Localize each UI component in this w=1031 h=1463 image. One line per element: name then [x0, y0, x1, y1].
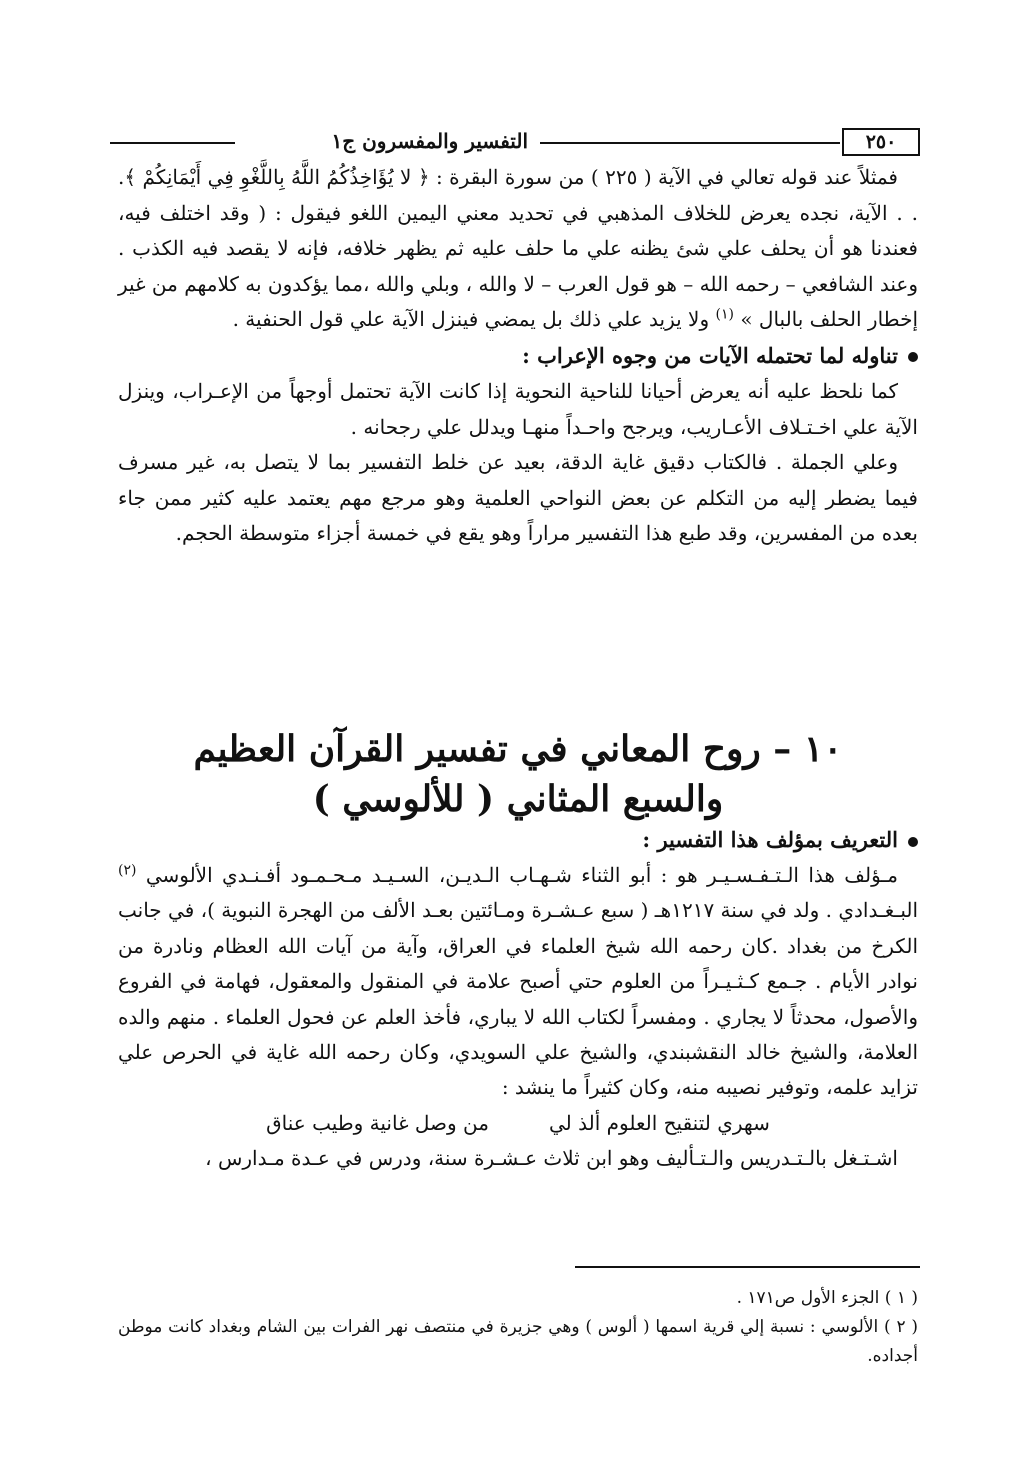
subheading-iraab	[118, 338, 918, 374]
paragraph-author-b: البـغـدادي . ولد في سنة ١٢١٧هـ ( سبع عـشـرة ومـائتين بعـد الألف من الهجرة النبوية )، في جانب الكرخ من بغداد .كان رحمه الله شيخ العلماء في العراق، وآية من آيات الله العظام ونادرة من نوادر الأيام . جـمع كـثـيـراً من العلوم حتي أصبح علامة في المنقول والمعقول، فهامة في الفروع والأصول، محدثاً لا يجاري . ومفسراً لكتاب الله لا يباري، فأخذ العلم عن فحول العلماء . منهم والده العلامة، والشيخ خالد النقشبندي، والشيخ علي السويدي، وكان رحمه الله غاية في الحرص علي تزايد علمه، وتوفير نصيبه منه، وكان كثيراً ما ينشد :	[118, 898, 919, 1100]
footnote-ref-2: (٢)	[118, 862, 137, 879]
footnote-divider	[575, 1266, 920, 1268]
paragraph-author-a: مـؤلف هذا الـتـفـسـيـر هو : أبو الثناء شـهـاب الـديـن، السـيـد مـحـمـود أفـنـدي الألوسي	[145, 863, 898, 887]
paragraph-2: كما نلحظ عليه أنه يعرض أحيانا للناحية النحوية إذا كانت الآية تحتمل أوجهاً من الإعـراب، وينزل الآية علي اخـتـلاف الأعـاريب، ويرجح واحـداً منهـا ويدلل علي رجحانه .	[118, 378, 918, 439]
footnote-2: ( ٢ ) الألوسي : نسبة إلي قرية اسمها ( ألوس ) وهي جزيرة في منتصف نهر الفرات بين الشام وبغداد كانت موطن أجداده.	[118, 1317, 918, 1366]
footnotes	[118, 1284, 918, 1371]
footnote-1: ( ١ ) الجزء الأول ص١٧١ .	[736, 1288, 918, 1308]
subheading-iraab-text: تناوله لما تحتمله الآيات من وجوه الإعراب :	[522, 342, 898, 368]
paragraph-author	[118, 858, 918, 1106]
footnote-ref-1: (١)	[715, 306, 734, 323]
subheading-author-text: التعريف بمؤلف هذا التفسير :	[642, 827, 898, 852]
paragraph-1-text: فمثلاً عند قوله تعالي في الآية ( ٢٢٥ ) من سورة البقرة : ﴿ لا يُؤَاخِذُكُمُ اللَّهُ بِاللَّغْوِ فِي أَيْمَانِكُمْ ﴾. . . الآية، نجده يعرض للخلاف المذهبي في تحديد معني اليمين اللغو فيقول : ( وقد اختلف فيه، فعندنا هو أن يحلف علي شئ يظنه علي ما حلف عليه ثم يظهر خلافه، فإنه لا يقصد فيه الكذب . وعند الشافعي – رحمه الله – هو قول العرب – لا والله ، وبلي والله ،مما يؤكدون به كلامهم من غير إخطار الحلف بالبال »	[118, 165, 918, 332]
bullet-icon	[908, 837, 918, 847]
bullet-icon	[908, 352, 918, 362]
chapter-title	[118, 724, 918, 824]
section-2	[118, 822, 918, 1177]
chapter-title-line-1: ١٠ – روح المعاني في تفسير القرآن العظيم	[193, 728, 843, 770]
section-1	[118, 160, 918, 552]
subheading-author	[118, 822, 918, 858]
running-head: التفسير والمفسرون ج١	[325, 126, 534, 156]
verse-first-hemistich: سهري لتنقيح العلوم ألذ لي	[549, 1110, 770, 1135]
header-rule-right	[540, 142, 840, 144]
poem-verse	[118, 1106, 918, 1141]
verse-second-hemistich: من وصل غانية وطيب عناق	[266, 1110, 489, 1135]
paragraph-1-end: ولا يزيد علي ذلك بل يمضي فينزل الآية علي قول الحنفية .	[232, 307, 710, 332]
chapter-title-line-2: والسبع المثاني ( للألوسي )	[312, 778, 724, 820]
page-number: ٢٥٠	[842, 128, 920, 156]
paragraph-1	[118, 160, 918, 338]
paragraph-3: وعلي الجملة . فالكتاب دقيق غاية الدقة، بعيد عن خلط التفسير بما لا يتصل به، غير مسرف فيما يضطر إليه من التكلم عن بعض النواحي العلمية وهو مرجع مهم يعتمد عليه كثير ممن جاء بعده من المفسرين، وقد طبع هذا التفسير مراراً وهو يقع في خمسة أجزاء متوسطة الحجم.	[118, 450, 918, 546]
page-header	[110, 128, 920, 158]
header-rule-left	[110, 142, 235, 144]
paragraph-teaching: اشـتـغل بالـتـدريس والـتـأليف وهو ابن ثلاث عـشـرة سنة، ودرس في عـدة مـدارس ،	[205, 1146, 898, 1171]
